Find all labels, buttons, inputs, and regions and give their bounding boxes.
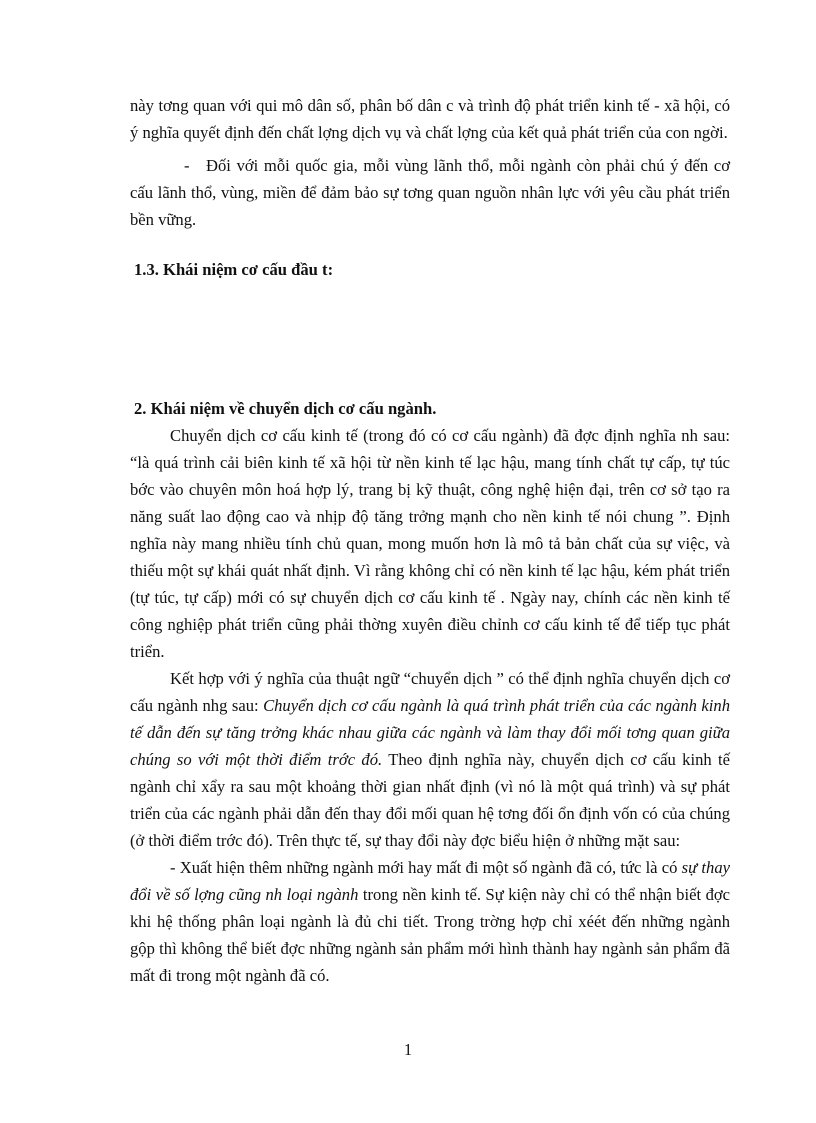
paragraph-2: [130, 152, 730, 233]
heading-2: 2. Khái niệm về chuyển dịch cơ cấu ngành.: [134, 399, 437, 418]
heading-1-3: 1.3. Khái niệm cơ cấu đầu t:: [134, 260, 334, 279]
paragraph-4-text-b: Theo định nghĩa này, chuyển dịch cơ cấu kinh tế ngành chỉ xẩy ra sau một khoảng thời gian nhất định (vì nó là một quá trình) và sự phát triển của các ngành phải dẫn đến thay đổi mối quan hệ tơng đối ổn định vốn có của chúng (ở thời điểm trớc đó). Trên thực tế, sự thay đổi này đợc biểu hiện ở những mặt sau:: [130, 750, 730, 850]
page-number: 1: [403, 1040, 413, 1059]
paragraph-1: này tơng quan với qui mô dân số, phân bố dân c và trình độ phát triển kinh tế - xã hội, có ý nghĩa quyết định đến chất lợng dịch vụ và chất lợng của kết quả phát triển của con ngời.: [130, 96, 730, 142]
bullet-dash: -: [184, 156, 190, 175]
paragraph-5: [130, 854, 730, 989]
document-page: [130, 92, 730, 989]
paragraph-4: [130, 665, 730, 854]
paragraph-4-definition: Chuyển dịch cơ cấu ngành là quá trình phát triển của các ngành kinh tế dẫn đến sự tăng trởng khác nhau giữa các ngành và làm thay đổi mối tơng quan giữa chúng so với một thời điểm trớc đó.: [130, 696, 730, 769]
paragraph-2-text: Đối với mỗi quốc gia, mỗi vùng lãnh thổ, mỗi ngành còn phải chú ý đến cơ cấu lãnh thổ, vùng, miền để đảm bảo sự tơng quan nguồn nhân lực với yêu cầu phát triển bền vững.: [130, 156, 730, 229]
paragraph-3: Chuyển dịch cơ cấu kinh tế (trong đó có cơ cấu ngành) đã đợc định nghĩa nh sau: “là quá trình cải biên kinh tế xã hội từ nền kinh tế lạc hậu, mang tính chất tự cấp, tự túc bớc vào chuyên môn hoá hợp lý, trang bị kỹ thuật, công nghệ hiện đại, trên cơ sở tạo ra năng suất lao động cao và nhịp độ tăng trởng mạnh cho nền kinh tế nói chung ”. Định nghĩa này mang nhiều tính chủ quan, mong muốn hơn là mô tả bản chất của sự việc, và thiếu một sự khái quát nhất định. Vì rằng không chỉ có nền kinh tế lạc hậu, kém phát triển (tự túc, tự cấp) mới có sự chuyển dịch cơ cấu kinh tế . Ngày nay, chính các nền kinh tế công nghiệp phát triển cũng phải thờng xuyên điều chỉnh cơ cấu kinh tế để tiếp tục phát triển.: [130, 426, 730, 661]
paragraph-5-italic: sự thay đổi về số lợng cũng nh loại ngành: [130, 858, 730, 904]
paragraph-5-text-b: trong nền kinh tế. Sự kiện này chỉ có thể nhận biết đợc khi hệ thống phân loại ngành là đủ chi tiết. Trong trờng hợp chỉ xéét đến những ngành gộp thì không thể biết đợc những ngành sản phẩm mới hình thành hay ngành sản phẩm đã mất đi trong một ngành đã có.: [130, 885, 731, 985]
paragraph-5-text-a: - Xuất hiện thêm những ngành mới hay mất đi một số ngành đã có, tức là có: [170, 858, 682, 877]
paragraph-4-text-a: Kết hợp với ý nghĩa của thuật ngữ “chuyển dịch ” có thể định nghĩa chuyển dịch cơ cấu ngành nhg sau:: [130, 669, 730, 715]
